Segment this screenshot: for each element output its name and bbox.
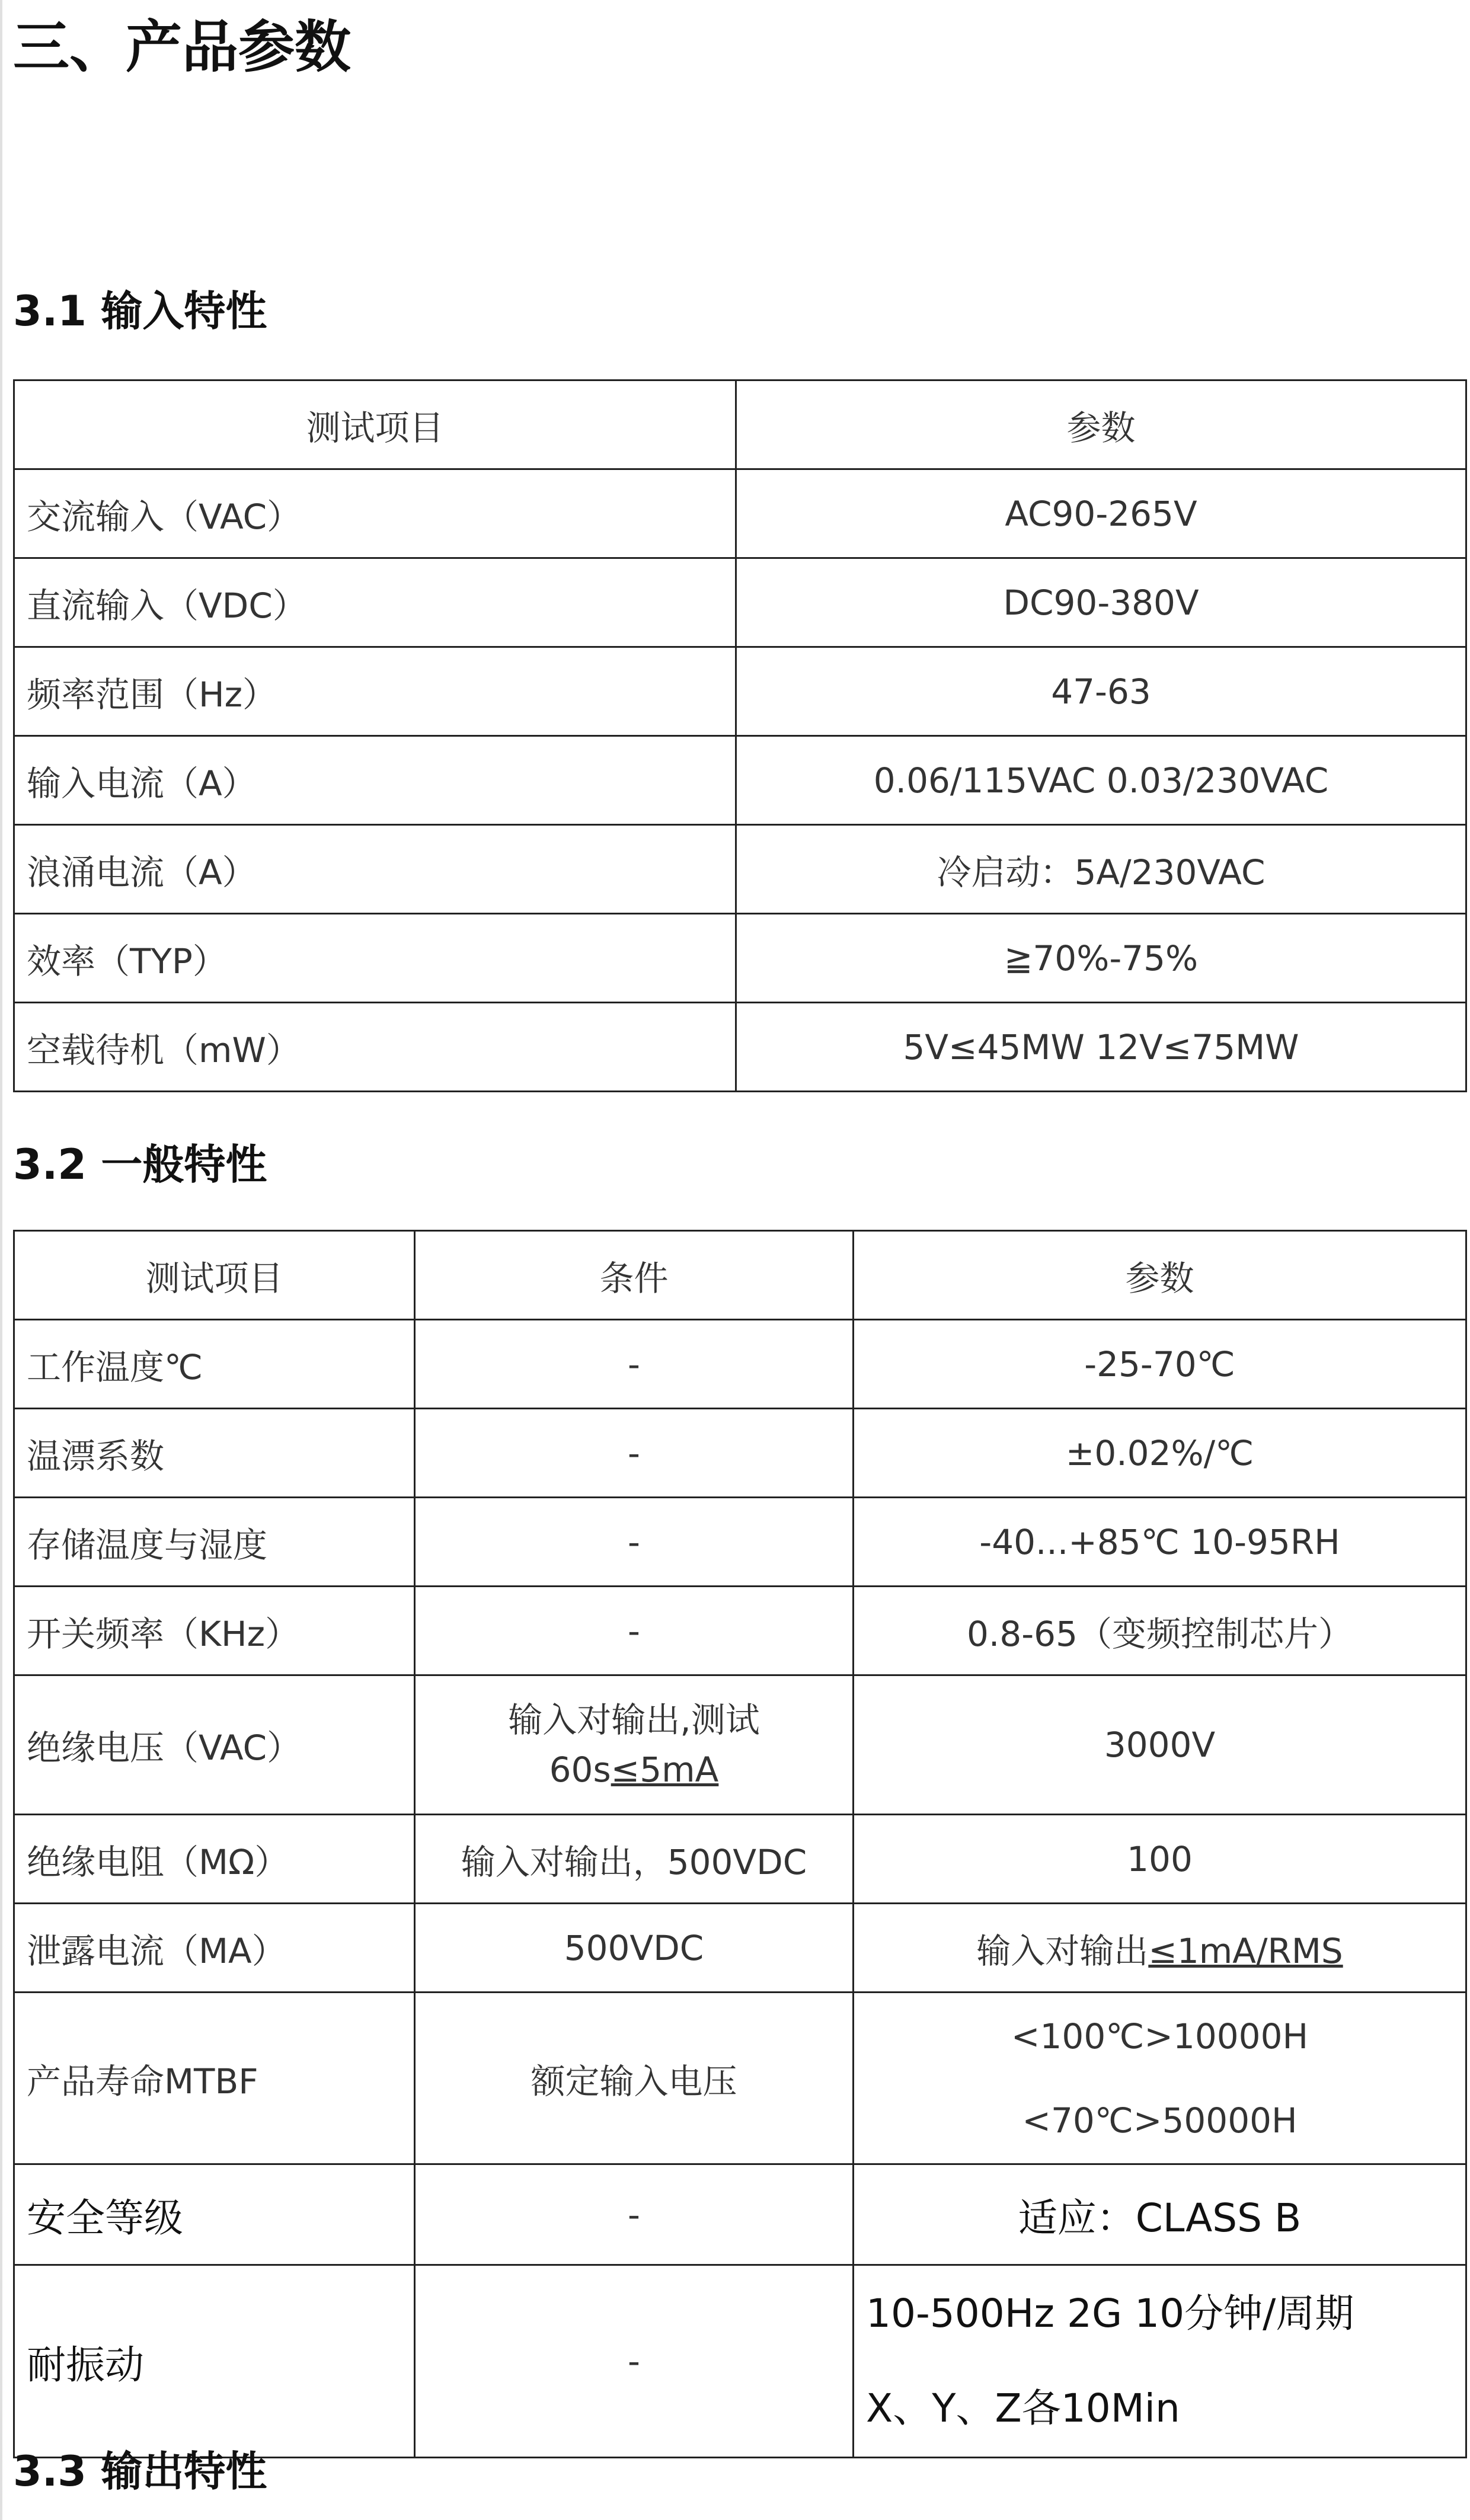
table-row (14, 1498, 1466, 1587)
left-margin-line (0, 0, 2, 2520)
row-value (736, 1003, 1466, 1092)
condition-line-1: 输入对输出,测试 (508, 1700, 760, 1740)
row-condition: - (415, 1587, 854, 1675)
condition-current: ≤5mA (611, 1750, 719, 1790)
table-row (14, 1993, 1466, 2164)
row-value: ≧70%-75% (736, 914, 1466, 1003)
table-row (14, 1675, 1466, 1815)
section-heading-general: 3.2 一般特性 (13, 1140, 267, 1189)
row-item: 开关频率（KHz） (14, 1587, 415, 1675)
row-value: DC90-380V (736, 558, 1466, 647)
row-item: 产品寿命MTBF (14, 1993, 415, 2164)
general-characteristics-table (13, 1230, 1467, 2458)
row-condition (415, 1675, 854, 1815)
leakage-label: 输入对输出 (976, 1930, 1149, 1971)
row-value (854, 1904, 1466, 1993)
standby-5v: 5V (903, 1026, 949, 1067)
row-value: 适应：CLASS B (854, 2164, 1466, 2265)
section-heading-output: 3.3 输出特性 (13, 2447, 267, 2496)
row-item: 输入电流（A） (14, 736, 736, 825)
row-value (854, 1993, 1466, 2164)
table-row (14, 914, 1466, 1003)
table-row (14, 469, 1466, 558)
row-item: 空载待机（mW） (14, 1003, 736, 1092)
header-test-item: 测试项目 (14, 380, 736, 469)
row-condition: 500VDC (415, 1904, 854, 1993)
row-value: 0.06/115VAC 0.03/230VAC (736, 736, 1466, 825)
vibration-line-1: 10-500Hz 2G 10分钟/周期 (866, 2291, 1354, 2336)
condition-line-2: 60s (549, 1750, 611, 1790)
row-value: -25-70℃ (854, 1320, 1466, 1409)
row-item: 安全等级 (14, 2164, 415, 2265)
row-item: 工作温度℃ (14, 1320, 415, 1409)
row-item: 泄露电流（MA） (14, 1904, 415, 1993)
table-row (14, 825, 1466, 914)
row-condition: - (415, 1498, 854, 1587)
table-header-row (14, 1231, 1466, 1320)
row-value: -40...+85℃ 10-95RH (854, 1498, 1466, 1587)
row-condition: - (415, 1409, 854, 1498)
header-parameter: 参数 (736, 380, 1466, 469)
table-row (14, 1587, 1466, 1675)
table-row (14, 2265, 1466, 2458)
row-condition: 额定输入电压 (415, 1993, 854, 2164)
row-item: 效率（TYP） (14, 914, 736, 1003)
row-item: 频率范围（Hz） (14, 647, 736, 736)
table-row (14, 736, 1466, 825)
table-row (14, 2164, 1466, 2265)
header-test-item: 测试项目 (14, 1231, 415, 1320)
row-condition: 输入对输出，500VDC (415, 1815, 854, 1904)
row-item: 交流输入（VAC） (14, 469, 736, 558)
table-row (14, 1003, 1466, 1092)
table-row (14, 647, 1466, 736)
row-item: 浪涌电流（A） (14, 825, 736, 914)
table-row (14, 1409, 1466, 1498)
leakage-limit: ≤1mA/RMS (1148, 1930, 1343, 1971)
table-row (14, 1320, 1466, 1409)
input-characteristics-table (13, 379, 1467, 1092)
row-value: 3000V (854, 1675, 1466, 1815)
section-heading-input: 3.1 输入特性 (13, 287, 267, 335)
row-item: 温漂系数 (14, 1409, 415, 1498)
table-row (14, 1904, 1466, 1993)
vibration-line-2: X、Y、Z各10Min (866, 2385, 1180, 2431)
row-condition: - (415, 2164, 854, 2265)
row-value (854, 2265, 1466, 2458)
row-value: 0.8-65（变频控制芯片） (854, 1587, 1466, 1675)
page-title: 三、产品参数 (13, 15, 351, 80)
row-item: 绝缘电阻（MΩ） (14, 1815, 415, 1904)
row-condition: - (415, 1320, 854, 1409)
header-parameter: 参数 (854, 1231, 1466, 1320)
mtbf-line-2: <70℃>50000H (1022, 2100, 1298, 2141)
row-value: 冷启动：5A/230VAC (736, 825, 1466, 914)
table-row (14, 558, 1466, 647)
row-item: 绝缘电压（VAC） (14, 1675, 415, 1815)
table-row (14, 1815, 1466, 1904)
row-value: ±0.02%/℃ (854, 1409, 1466, 1498)
row-condition: - (415, 2265, 854, 2458)
header-condition: 条件 (415, 1231, 854, 1320)
row-value: 47-63 (736, 647, 1466, 736)
row-value: 100 (854, 1815, 1466, 1904)
row-item: 存储温度与湿度 (14, 1498, 415, 1587)
row-item: 直流输入（VDC） (14, 558, 736, 647)
standby-values: ≤45MW 12V≤75MW (948, 1026, 1299, 1067)
mtbf-line-1: <100℃>10000H (1011, 2016, 1309, 2057)
row-value: AC90-265V (736, 469, 1466, 558)
table-header-row (14, 380, 1466, 469)
row-item: 耐振动 (14, 2265, 415, 2458)
